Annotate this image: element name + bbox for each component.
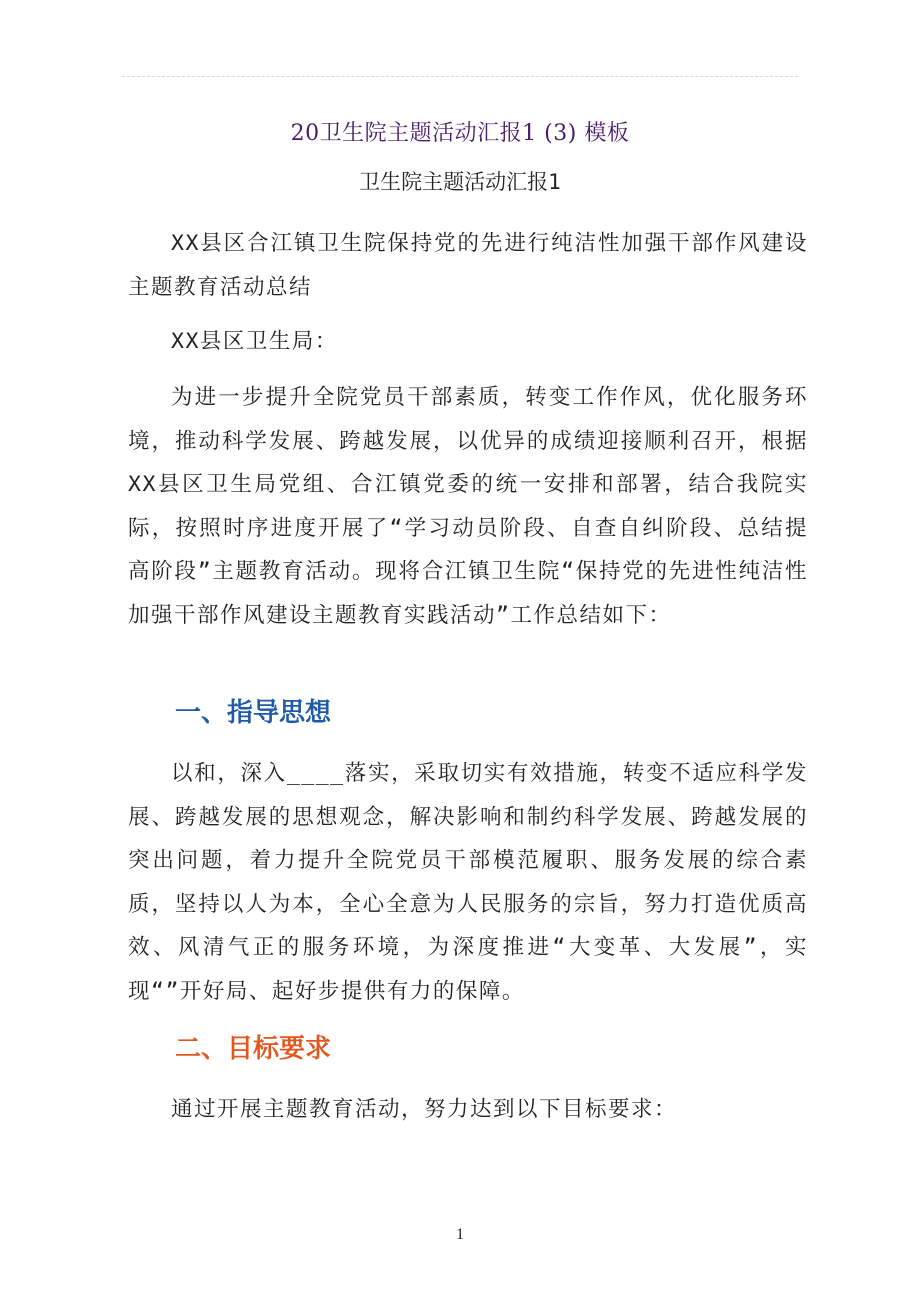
- paragraph-summary-title: XX县区合江镇卫生院保持党的先进行纯洁性加强干部作风建设主题教育活动总结: [128, 231, 808, 300]
- paragraph-introduction: 为进一步提升全院党员干部素质，转变工作作风，优化服务环境，推动科学发展、跨越发展，以优异的成绩迎接顺利召开，根据XX县区卫生局党组、合江镇党委的统一安排和部署，结合我院实际，按照时序进度开展了“学习动员阶段、自查自纠阶段、总结提高阶段”主题教育活动。现将合江镇卫生院“保持党的先进性纯洁性加强干部作风建设主题教育实践活动”工作总结如下：: [128, 385, 808, 628]
- section-heading-guiding-ideology: 一、指导思想: [175, 698, 332, 728]
- section-heading-goals: 二、目标要求: [175, 1034, 332, 1064]
- document-subtitle: 卫生院主题活动汇报1: [359, 170, 561, 194]
- page-number: 1: [456, 1226, 464, 1243]
- paragraph-guiding-ideology: 以和，深入____落实，采取切实有效措施，转变不适应科学发展、跨越发展的思想观念，解决影响和制约科学发展、跨越发展的突出问题，着力提升全院党员干部模范履职、服务发展的综合素质，坚持以人为本，全心全意为人民服务的宗旨，努力打造优质高效、风清气正的服务环境，为深度推进“大变革、大发展”，实现“”开好局、起好步提供有力的保障。: [128, 761, 808, 1004]
- document-title: 20卫生院主题活动汇报1 (3) 模板: [290, 121, 630, 146]
- header-rule: [122, 76, 798, 77]
- paragraph-goals: 通过开展主题教育活动，努力达到以下目标要求：: [171, 1097, 678, 1122]
- paragraph-addressee: XX县区卫生局：: [171, 329, 338, 354]
